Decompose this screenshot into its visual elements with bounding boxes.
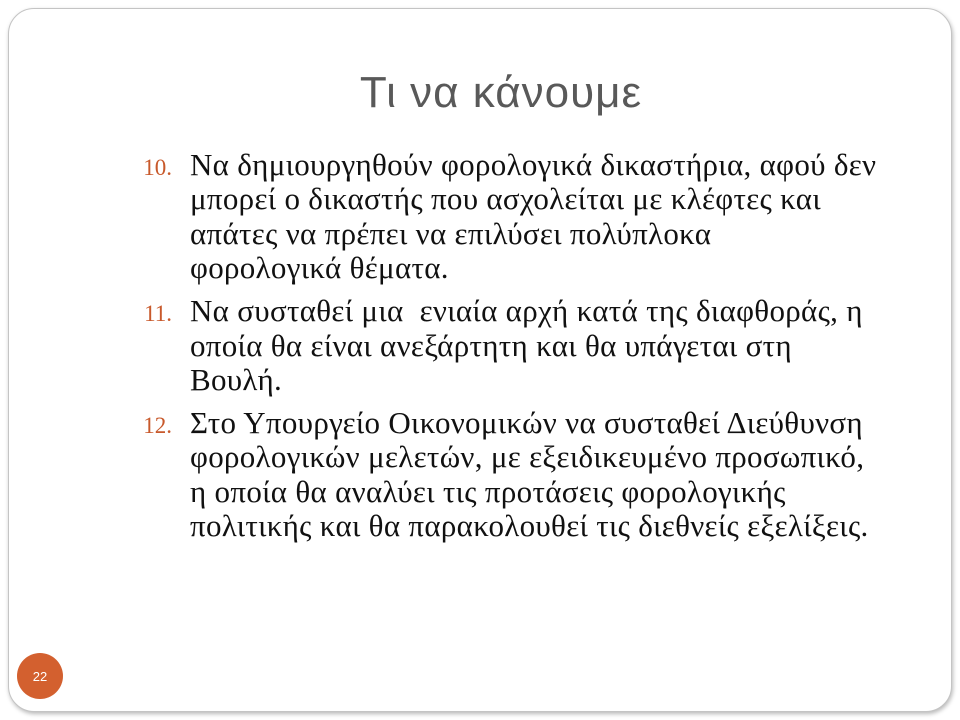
list-item-line: η οποία θα αναλύει τις προτάσεις φορολογικής (190, 473, 786, 509)
list-item-line: Να συσταθεί μια ενιαία αρχή κατά της διαφθοράς, η (190, 293, 863, 329)
numbered-list (128, 148, 918, 552)
list-item-line: φορολογικά θέματα. (190, 250, 449, 286)
list-item (128, 148, 918, 286)
list-item-line: Στο Υπουργείο Οικονομικών να συσταθεί Διεύθυνση (190, 405, 863, 441)
list-item-line: μπορεί ο δικαστής που ασχολείται με κλέφτες και (190, 181, 821, 217)
list-item-number: 11. (144, 301, 172, 327)
list-item (128, 406, 918, 544)
list-item-line: Βουλή. (190, 362, 283, 398)
list-item-line: Να δημιουργηθούν φορολογικά δικαστήρια, αφού δεν (190, 147, 877, 182)
list-item (128, 294, 918, 397)
list-item-line: φορολογικών μελετών, με εξειδικευμένο προσωπικό, (190, 439, 865, 475)
list-item-number: 12. (143, 413, 172, 439)
list-item-line: οποία θα είναι ανεξάρτητη και θα υπάγεται στη (190, 327, 792, 363)
list-item-line: πολιτικής και θα παρακολουθεί τις διεθνείς εξελίξεις. (190, 508, 869, 544)
slide-number-badge (17, 653, 63, 699)
list-item-number: 10. (143, 155, 172, 180)
slide-title: Τι να κάνουμε (359, 68, 643, 117)
list-item-line: απάτες να πρέπει να επιλύσει πολύπλοκα (190, 215, 712, 251)
slide-number: 22 (32, 668, 48, 684)
